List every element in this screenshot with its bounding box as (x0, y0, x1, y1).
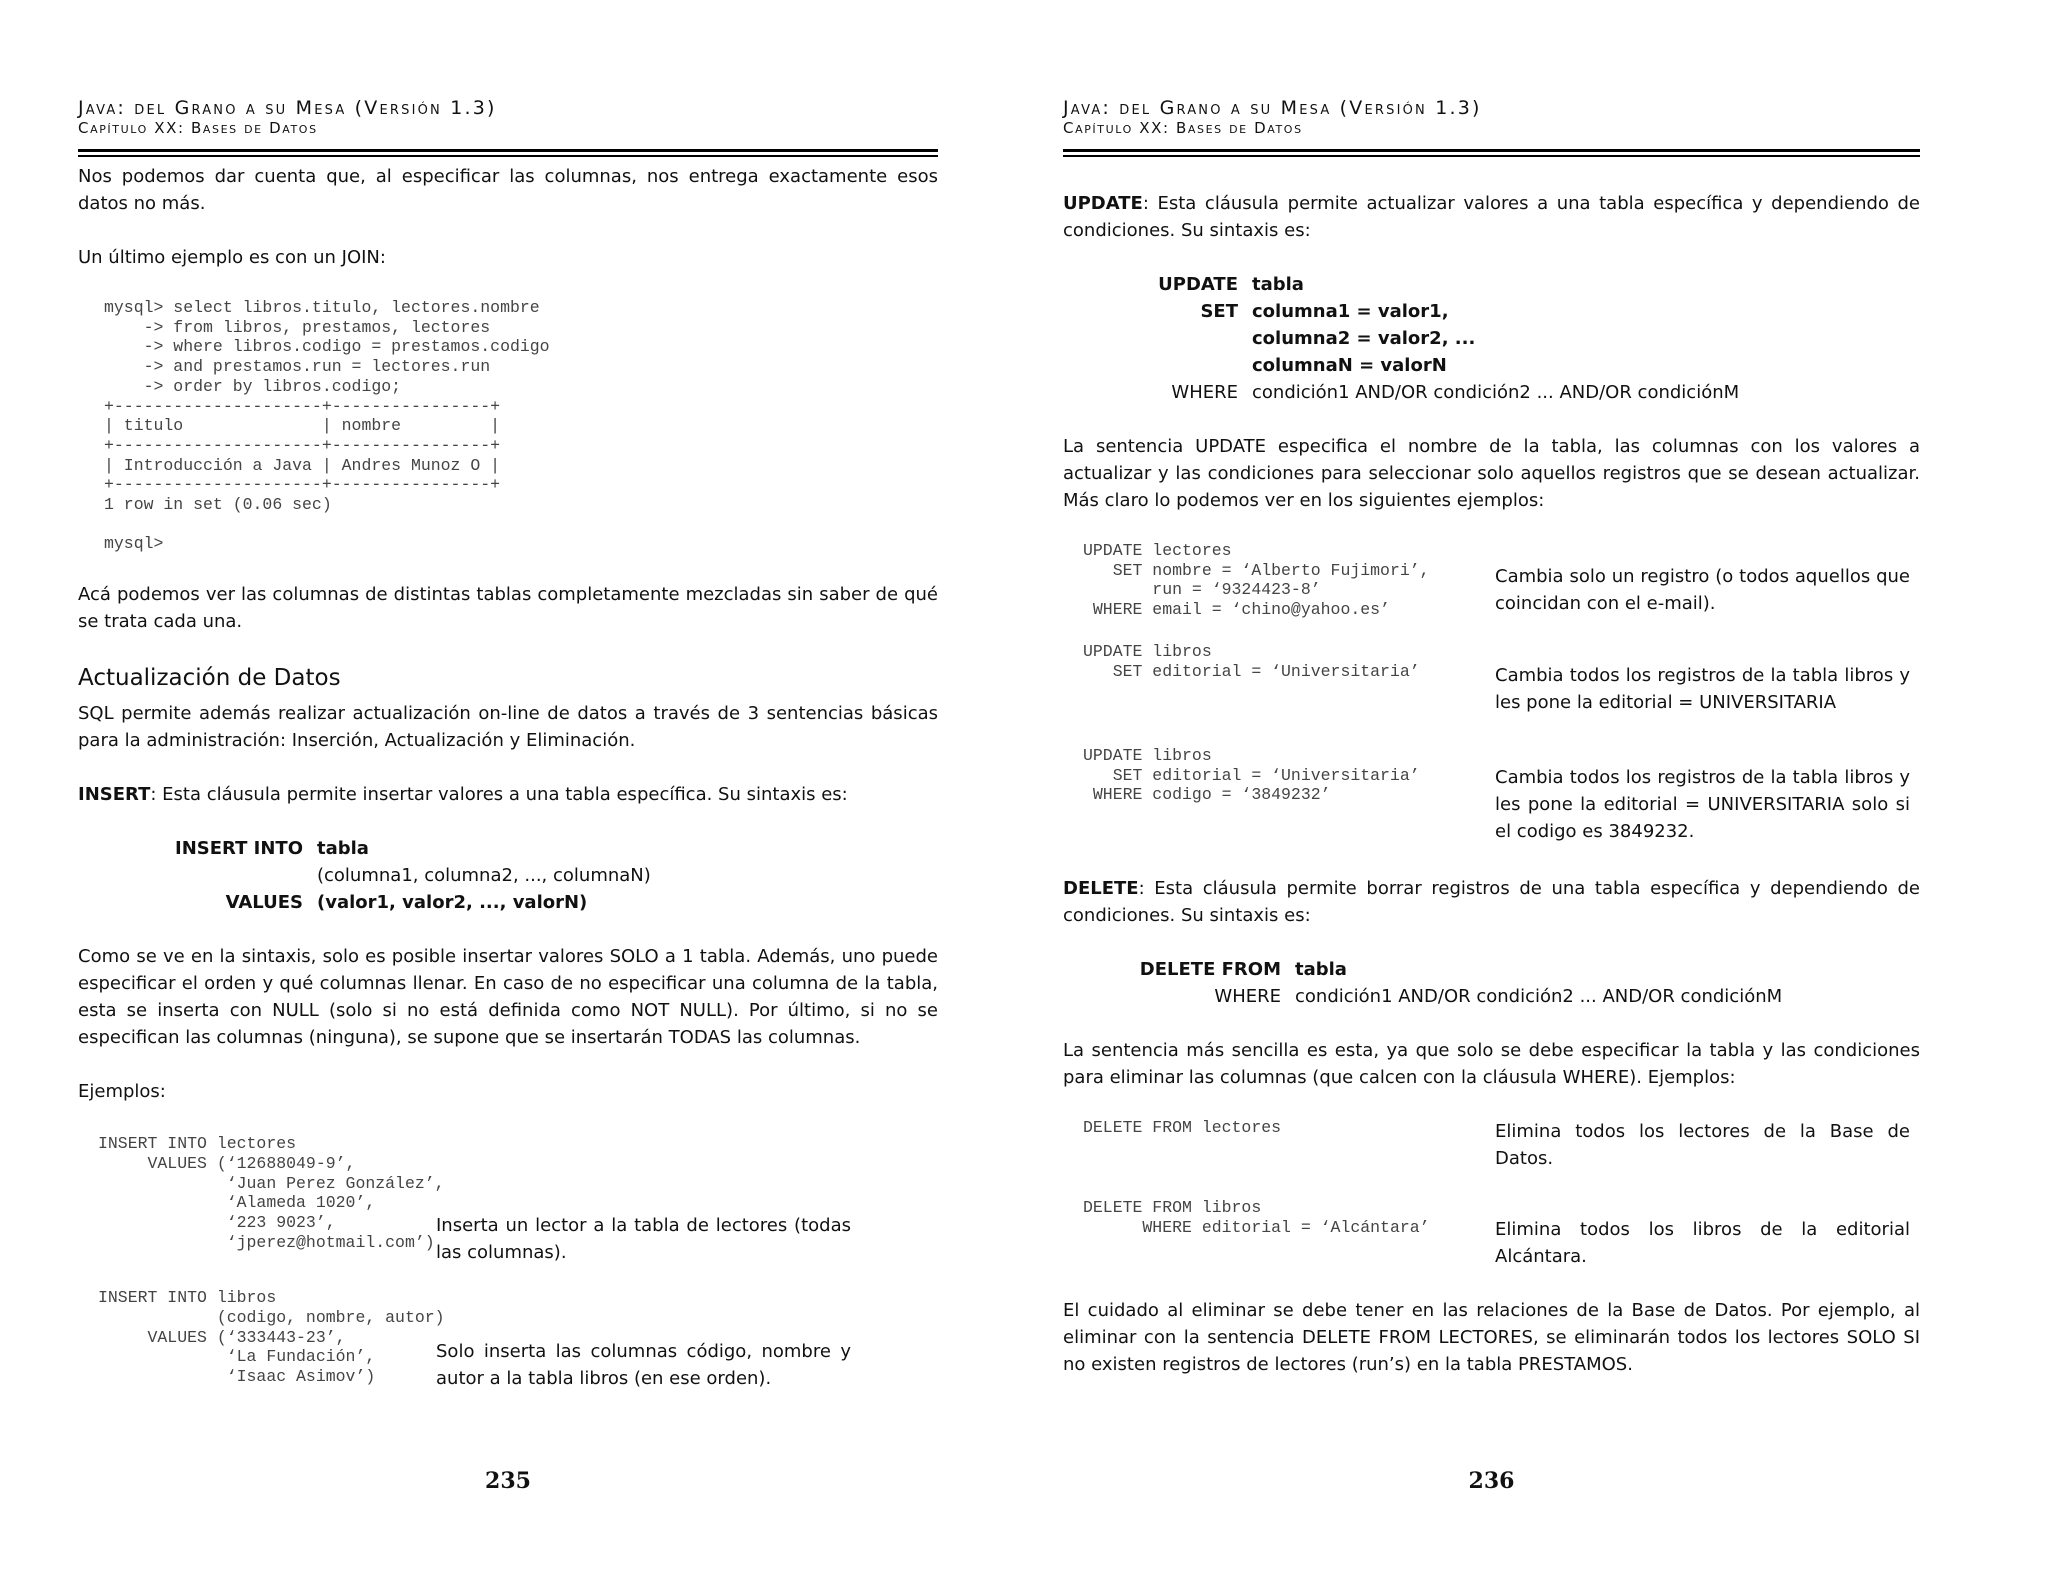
example-description: Cambia todos los registros de la tabla libros y les pone la editorial = UNIVERSITARIA solo si el codigo es 3849232. (1495, 766, 1910, 842)
insert-example (78, 1288, 938, 1392)
example-description: Elimina todos los libros de la editorial Alcántara. (1495, 1218, 1910, 1267)
syntax-keyword: WHERE (1214, 985, 1281, 1007)
paragraph: Ejemplos: (78, 1081, 166, 1103)
delete-paragraph (1063, 875, 1920, 929)
page-number: 235 (485, 1468, 531, 1494)
update-text: : Esta cláusula permite actualizar valores a una tabla específica y dependiendo de condiciones. Su sintaxis es: (1063, 193, 1920, 241)
book-title: Java: del Grano a su Mesa (Versión 1.3) (1063, 97, 1482, 119)
example-description: Cambia todos los registros de la tabla libros y les pone la editorial = UNIVERSITARIA (1495, 664, 1910, 713)
delete-text: : Esta cláusula permite borrar registros de una tabla específica y dependiendo de condiciones. Su sintaxis es: (1063, 877, 1920, 926)
insert-syntax (78, 835, 938, 916)
insert-example (78, 1132, 938, 1266)
syntax-keyword: WHERE (1171, 382, 1238, 403)
delete-label: DELETE (1063, 877, 1139, 899)
section-title: Actualización de Datos (78, 665, 341, 692)
paragraph: SQL permite además realizar actualización on-line de datos a través de 3 sentencias básicas para la administración: Inserción, Actualización y Eliminación. (78, 703, 938, 752)
update-label: UPDATE (1063, 193, 1143, 214)
paragraph: El cuidado al eliminar se debe tener en las relaciones de la Base de Datos. Por ejemplo, al eliminar con la sentencia DELETE FROM LECTORES, se eliminarán todos los lectores SOLO SI no existen registros de lectores (run’s) en la tabla PRESTAMOS. (1063, 1299, 1920, 1375)
update-example (1063, 746, 1920, 845)
example-code: UPDATE libros SET editorial = ‘Universitaria’ WHERE codigo = ‘3849232’ (1083, 745, 1420, 805)
book-title: Java: del Grano a su Mesa (Versión 1.3) (78, 97, 497, 119)
syntax-value: columna2 = valor2, ... (1252, 328, 1476, 349)
delete-example (1063, 1198, 1920, 1270)
example-code: INSERT INTO libros (codigo, nombre, autor) VALUES (‘333443-23’, ‘La Fundación’, ‘Isaac Asimov’) (98, 1288, 445, 1386)
example-code: DELETE FROM libros WHERE editorial = ‘Alcántara’ (1083, 1197, 1430, 1237)
syntax-keyword: DELETE FROM (1139, 958, 1281, 980)
delete-syntax (1063, 956, 1920, 1010)
header-rule (78, 149, 938, 157)
insert-label: INSERT (78, 784, 151, 806)
example-description: Cambia solo un registro (o todos aquellos que coincidan con el e-mail). (1495, 566, 1910, 614)
syntax-value: condición1 AND/OR condición2 ... AND/OR condiciónM (1252, 382, 1740, 403)
example-code: DELETE FROM lectores (1083, 1117, 1282, 1137)
example-code: UPDATE libros SET editorial = ‘Universitaria’ (1083, 641, 1420, 681)
running-header (1063, 97, 1920, 157)
syntax-keyword: VALUES (225, 892, 303, 914)
syntax-keyword: UPDATE (1158, 274, 1238, 295)
example-description: Solo inserta las columnas código, nombre y autor a la tabla libros (en ese orden). (436, 1341, 851, 1390)
example-code: UPDATE lectores SET nombre = ‘Alberto Fujimori’, run = ‘9324423-8’ WHERE email = ‘chino@yahoo.es’ (1083, 541, 1430, 620)
paragraph: Como se ve en la sintaxis, solo es posible insertar valores SOLO a 1 tabla. Además, uno puede especificar el orden y qué columnas llenar. En caso de no especificar una columna de la tabla, esta se inserta con NULL (solo si no está definida como NOT NULL). Por último, si no se especifican las columnas (ninguna), se supone que se insertarán TODAS las columnas. (78, 946, 938, 1049)
syntax-value: tabla (1252, 274, 1304, 295)
paragraph: La sentencia UPDATE especifica el nombre de la tabla, las columnas con los valores a actualizar y las condiciones para seleccionar solo aquellos registros que se desean actualizar. Más claro lo podemos ver en los siguientes ejemplos: (1063, 436, 1920, 511)
example-description: Inserta un lector a la tabla de lectores (todas las columnas). (436, 1215, 851, 1264)
paragraph: Un último ejemplo es con un JOIN: (78, 247, 386, 268)
page-body (1063, 190, 1920, 1405)
syntax-keyword: INSERT INTO (175, 838, 303, 860)
paragraph: Nos podemos dar cuenta que, al especificar las columnas, nos entrega exactamente esos datos no más. (78, 166, 938, 214)
running-header (78, 97, 938, 157)
insert-paragraph (78, 781, 938, 808)
example-description: Elimina todos los lectores de la Base de Datos. (1495, 1120, 1910, 1169)
insert-text: : Esta cláusula permite insertar valores a una tabla específica. Su sintaxis es: (150, 784, 848, 806)
paragraph: Acá podemos ver las columnas de distintas tablas completamente mezcladas sin saber de qué se trata cada una. (78, 584, 938, 633)
syntax-value: columna1 = valor1, (1252, 301, 1449, 322)
update-example (1063, 642, 1920, 716)
paragraph: La sentencia más sencilla es esta, ya que solo se debe especificar la tabla y las condiciones para eliminar las columnas (que calcen con la cláusula WHERE). Ejemplos: (1063, 1039, 1920, 1088)
page-number: 236 (1468, 1468, 1515, 1494)
syntax-value: (columna1, columna2, ..., columnaN) (317, 865, 651, 887)
page-body (78, 163, 938, 1414)
header-rule (1063, 149, 1920, 157)
update-example (1063, 541, 1920, 620)
syntax-keyword: SET (1200, 301, 1238, 322)
syntax-value: condición1 AND/OR condición2 ... AND/OR condiciónM (1295, 985, 1783, 1007)
join-code-listing: mysql> select libros.titulo, lectores.nombre -> from libros, prestamos, lectores -> where libros.codigo = prestamos.codigo -> and prestamos.run = lectores.run -> order by libros.codigo; +---------------------+----------------+ | titulo | nombre | +---------------------+----------------+ | Introducción a Java | Andres Munoz O | +---------------------+----------------+ 1 row in set (0.06 sec) mysql> (104, 298, 550, 554)
chapter-title: Capítulo XX: Bases de Datos (78, 119, 318, 137)
chapter-title: Capítulo XX: Bases de Datos (1063, 119, 1303, 137)
update-syntax (1063, 271, 1920, 406)
page-236 (1063, 0, 1920, 1582)
syntax-value: columnaN = valorN (1252, 355, 1447, 376)
syntax-value: (valor1, valor2, ..., valorN) (317, 892, 588, 914)
delete-example (1063, 1118, 1920, 1172)
page-235 (78, 0, 938, 1582)
update-paragraph (1063, 190, 1920, 244)
syntax-value: tabla (1295, 958, 1347, 980)
syntax-value: tabla (317, 838, 369, 860)
example-code: INSERT INTO lectores VALUES (‘12688049-9’, ‘Juan Perez González’, ‘Alameda 1020’, ‘223 9023’, ‘jperez@hotmail.com’) (98, 1134, 445, 1252)
